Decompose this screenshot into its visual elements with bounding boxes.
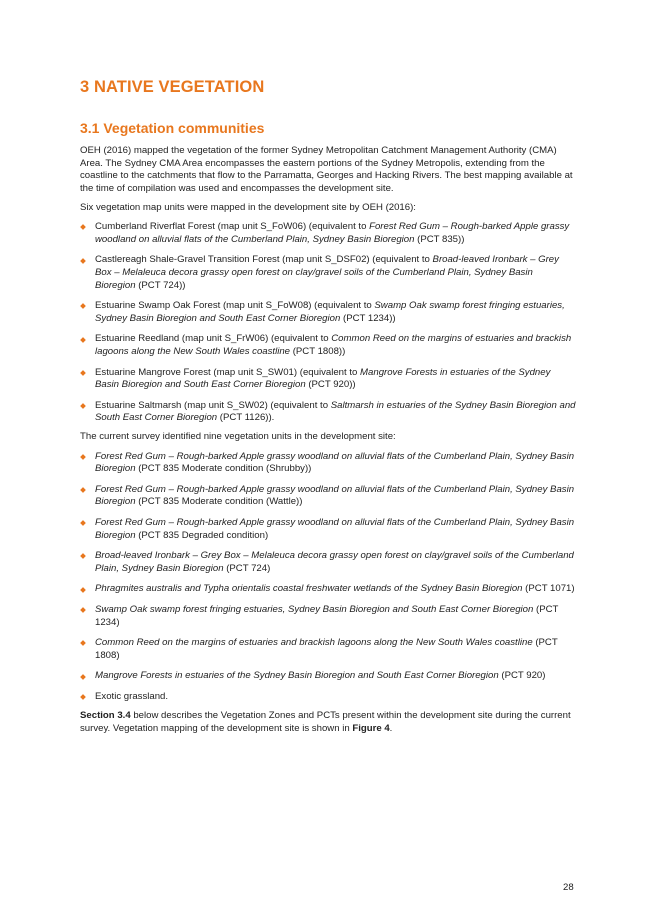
page-number: 28 xyxy=(563,882,574,893)
diamond-bullet-icon xyxy=(80,607,86,613)
list-item: Estuarine Saltmarsh (map unit S_SW02) (equivalent to Saltmarsh in estuaries of the Sydney Basin Bioregion and South East Corner Bioregion (PCT 1126)). xyxy=(80,400,576,425)
diamond-bullet-icon xyxy=(80,303,86,309)
figure-reference: Figure 4 xyxy=(352,722,390,734)
list-item: Estuarine Mangrove Forest (map unit S_SW01) (equivalent to Mangrove Forests in estuaries of the Sydney Basin Bioregion and South East Corner Bioregion (PCT 920)) xyxy=(80,367,576,392)
list-item: Swamp Oak swamp forest fringing estuaries, Sydney Basin Bioregion and South East Corner Bioregion (PCT 1234) xyxy=(80,604,576,629)
list-item: Forest Red Gum – Rough-barked Apple grassy woodland on alluvial flats of the Cumberland Plain, Sydney Basin Bioregion (PCT 835 Moderate condition (Wattle)) xyxy=(80,484,576,509)
survey-lead-paragraph: The current survey identified nine vegetation units in the development site: xyxy=(80,431,396,443)
section-heading: 3 NATIVE VEGETATION xyxy=(80,78,265,96)
subsection-heading: 3.1 Vegetation communities xyxy=(80,120,265,136)
list-item: Forest Red Gum – Rough-barked Apple grassy woodland on alluvial flats of the Cumberland Plain, Sydney Basin Bioregion (PCT 835 Degraded condition) xyxy=(80,517,576,542)
survey-units-list xyxy=(80,451,576,704)
diamond-bullet-icon xyxy=(80,403,86,409)
diamond-bullet-icon xyxy=(80,554,86,560)
list-item: Estuarine Swamp Oak Forest (map unit S_FoW08) (equivalent to Swamp Oak swamp forest fringing estuaries, Sydney Basin Bioregion and South East Corner Bioregion (PCT 1234)) xyxy=(80,300,576,325)
closing-paragraph: Section 3.4 below describes the Vegetation Zones and PCTs present within the development site during the current survey. Vegetation mapping of the development site is shown in Figure 4. xyxy=(80,710,571,734)
list-item: Mangrove Forests in estuaries of the Sydney Basin Bioregion and South East Corner Bioregion (PCT 920) xyxy=(80,670,576,683)
oeh-lead-paragraph: Six vegetation map units were mapped in the development site by OEH (2016): xyxy=(80,201,416,213)
list-item: Forest Red Gum – Rough-barked Apple grassy woodland on alluvial flats of the Cumberland Plain, Sydney Basin Bioregion (PCT 835 Moderate condition (Shrubby)) xyxy=(80,451,576,476)
diamond-bullet-icon xyxy=(80,258,86,264)
diamond-bullet-icon xyxy=(80,337,86,343)
oeh-units-list xyxy=(80,221,576,425)
list-item: Phragmites australis and Typha orientalis coastal freshwater wetlands of the Sydney Basin Bioregion (PCT 1071) xyxy=(80,583,576,596)
diamond-bullet-icon xyxy=(80,454,86,460)
diamond-bullet-icon xyxy=(80,520,86,526)
diamond-bullet-icon xyxy=(80,225,86,231)
diamond-bullet-icon xyxy=(80,641,86,647)
list-item: Estuarine Reedland (map unit S_FrW06) (equivalent to Common Reed on the margins of estuaries and brackish lagoons along the New South Wales coastline (PCT 1808)) xyxy=(80,333,576,358)
list-item: Cumberland Riverflat Forest (map unit S_FoW06) (equivalent to Forest Red Gum – Rough-barked Apple grassy woodland on alluvial flats of the Cumberland Plain, Sydney Basin Bioregion (PCT 835)) xyxy=(80,221,576,246)
diamond-bullet-icon xyxy=(80,587,86,593)
diamond-bullet-icon xyxy=(80,694,86,700)
diamond-bullet-icon xyxy=(80,370,86,376)
diamond-bullet-icon xyxy=(80,487,86,493)
list-item: Broad-leaved Ironbark – Grey Box – Melaleuca decora grassy open forest on clay/gravel soils of the Cumberland Plain, Sydney Basin Bioregion (PCT 724) xyxy=(80,550,576,575)
list-item: Common Reed on the margins of estuaries and brackish lagoons along the New South Wales coastline (PCT 1808) xyxy=(80,637,576,662)
section-reference: Section 3.4 xyxy=(80,710,131,722)
intro-paragraph: OEH (2016) mapped the vegetation of the former Sydney Metropolitan Catchment Management Authority (CMA) Area. The Sydney CMA Area encompasses the eastern portions of the Sydney Metropolis, extending from the coastline to the catchments that flow to the Parramatta, Georges and Hacking Rivers. The best mapping available at the time of compilation was used and encompasses the development site. xyxy=(80,145,573,194)
list-item: Exotic grassland. xyxy=(80,691,576,704)
diamond-bullet-icon xyxy=(80,674,86,680)
section-body xyxy=(80,145,576,742)
list-item: Castlereagh Shale-Gravel Transition Forest (map unit S_DSF02) (equivalent to Broad-leaved Ironbark – Grey Box – Melaleuca decora grassy open forest on clay/gravel soils of the Cumberland Plain, Sydney Basin Bioregion (PCT 724)) xyxy=(80,254,576,292)
